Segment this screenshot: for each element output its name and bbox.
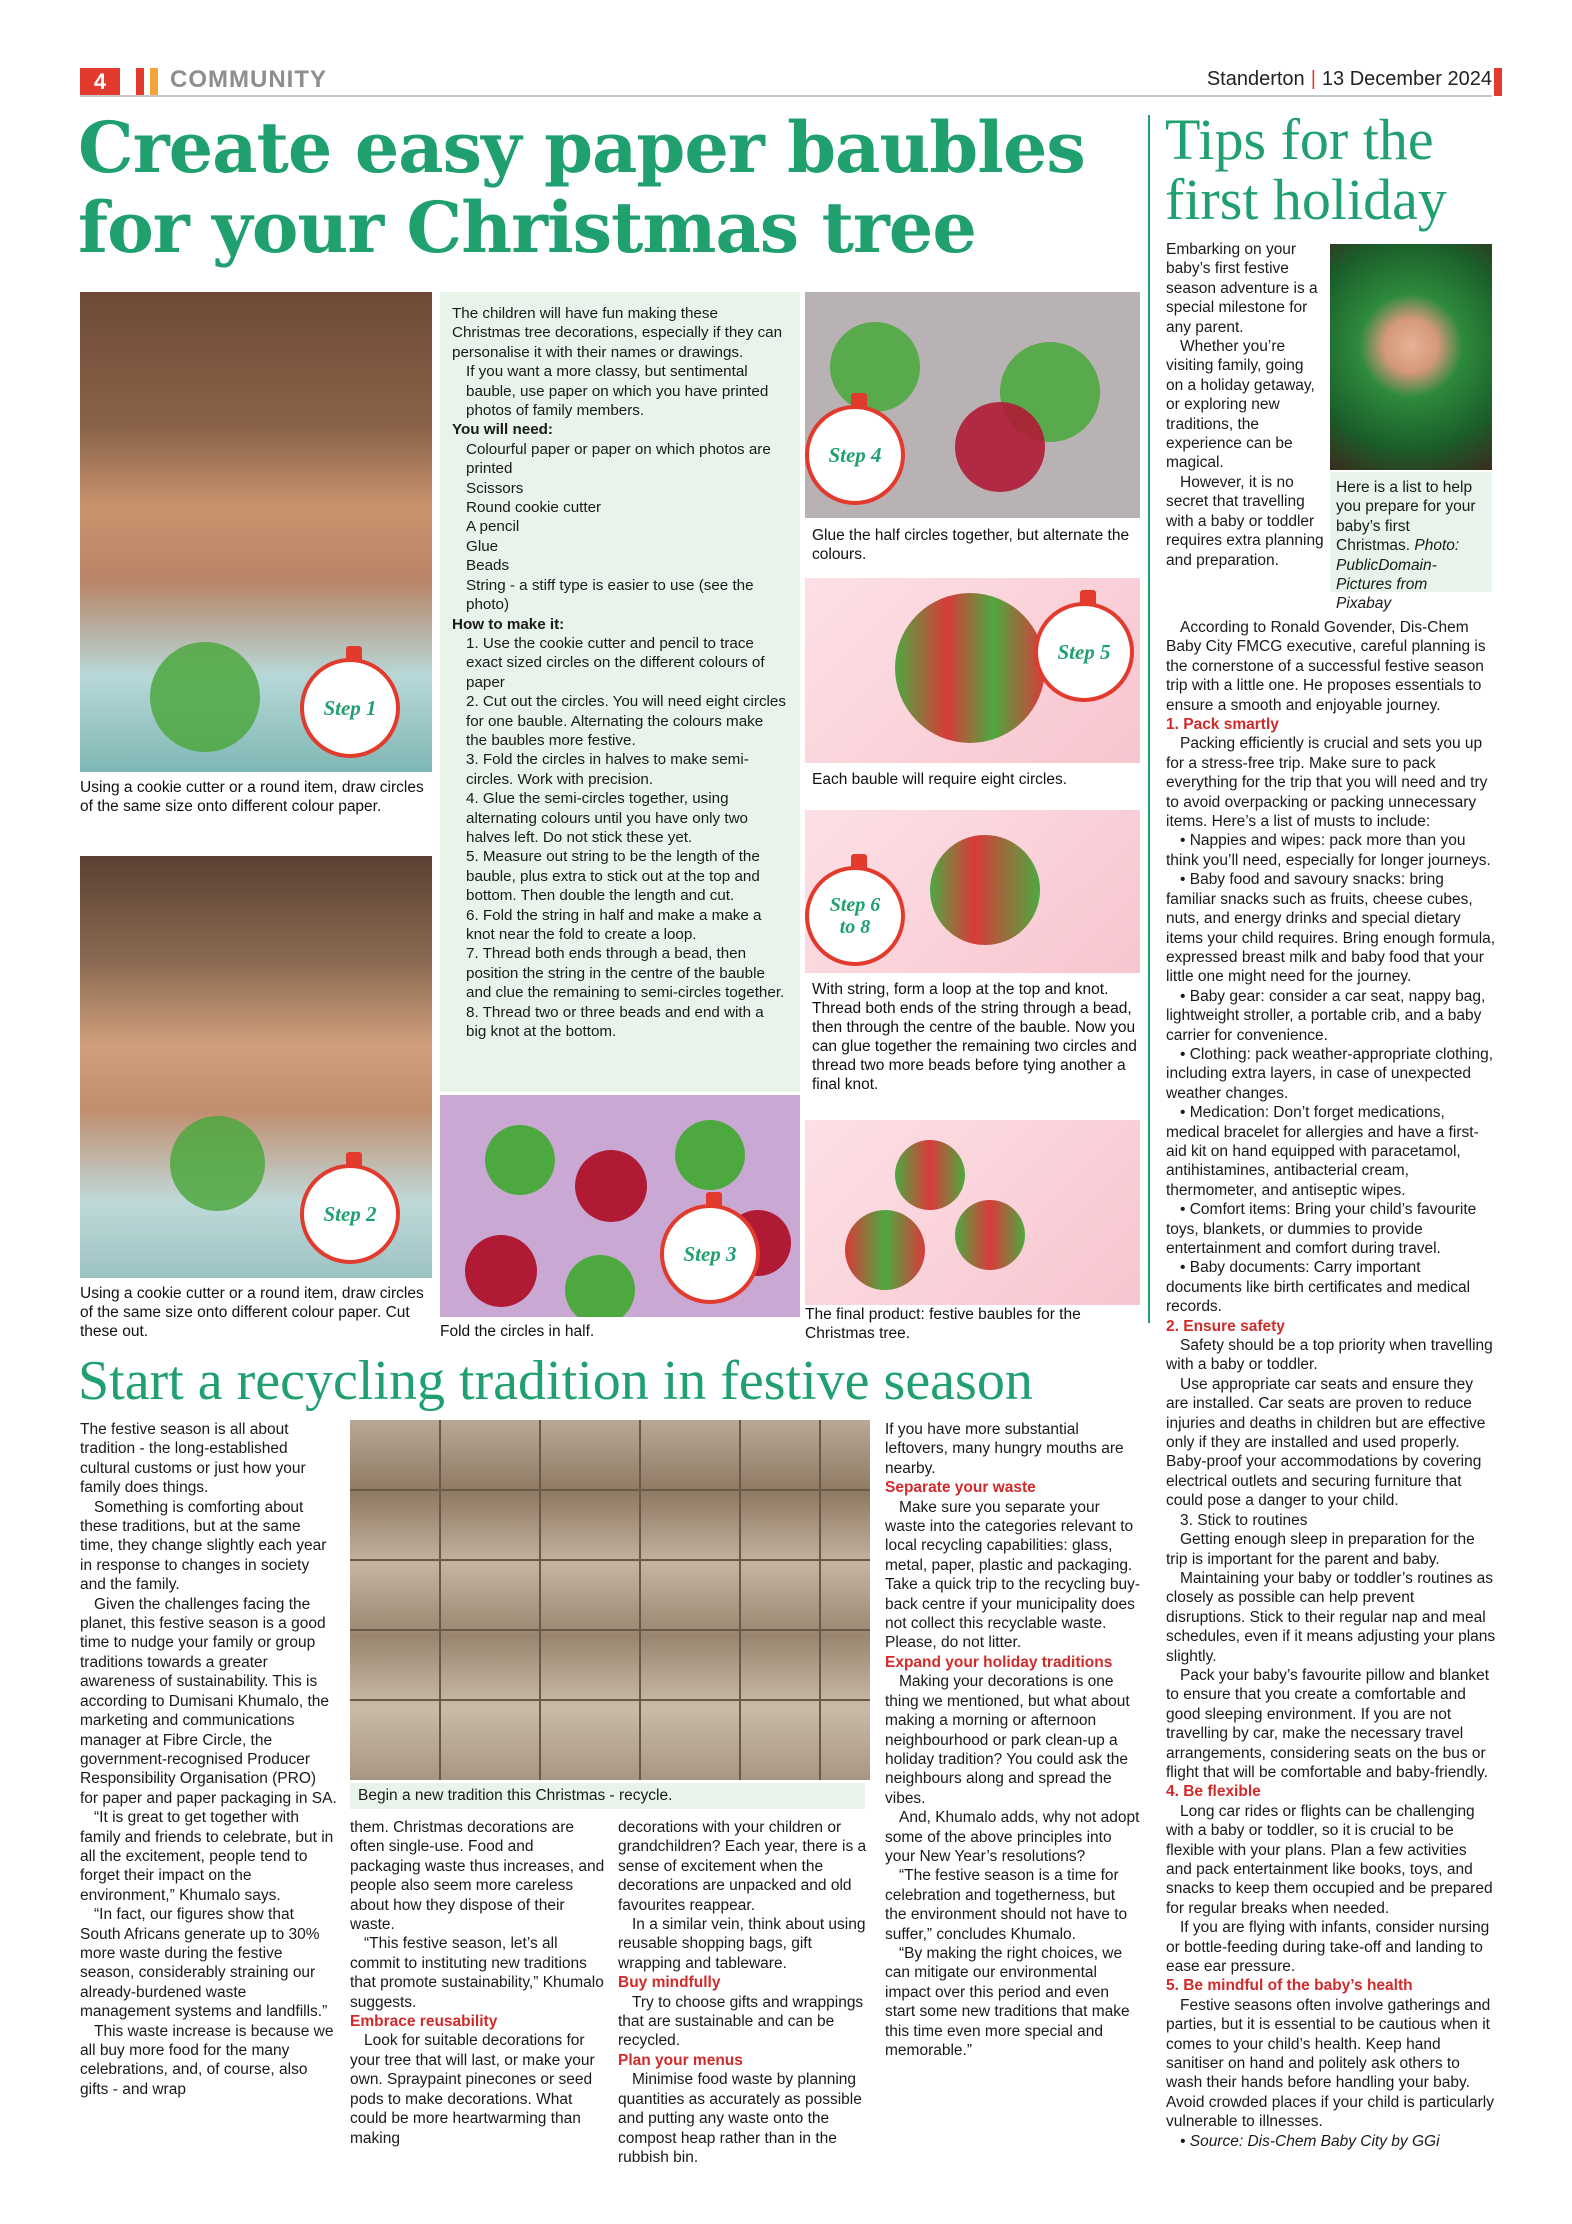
recycling-photo-caption: Begin a new tradition this Christmas - recycle. <box>350 1783 865 1809</box>
article-paragraph: Given the challenges facing the planet, this festive season is a good time to nudge your family or group traditions towards a greater awareness of sustainability. This is according to Dumisani Khumalo, the marketing and communications manager at Fibre Circle, the government-recognised Producer Responsibility Organisation (PRO) for paper and paper packaging in SA. <box>80 1595 337 1807</box>
tips-paragraph: Festive seasons often involve gatherings and parties, but it is essential to be cautious when it comes to your child’s health. Keep hand sanitiser on hand and politely ask others to wash their hands before handling your baby. Avoid crowded places if your child is particularly vulnerable to illnesses. <box>1166 1996 1494 2131</box>
how-step: 3. Fold the circles in halves to make semi-circles. Work with precision. <box>466 751 749 788</box>
tips-paragraph: Packing efficiently is crucial and sets you up for a stress-free trip. Make sure to pack everything for the trip that you will need and try to avoid overpacking or packing unnecessary items. Here’s a list of musts to include: <box>1166 735 1488 831</box>
need-heading: You will need: <box>452 421 553 439</box>
tips-paragraph: However, it is no secret that travelling with a baby or toddler requires extra planning and preparation. <box>1166 473 1324 569</box>
how-step: 2. Cut out the circles. You will need eight circles for one bauble. Alternating the colours make the baubles more festive. <box>466 693 786 749</box>
need-item: A pencil <box>466 518 520 536</box>
tips-subheading: 1. Pack smartly <box>1166 716 1279 734</box>
article-paragraph: Try to choose gifts and wrappings that are sustainable and can be recycled. <box>618 1993 864 2050</box>
instructions-intro: The children will have fun making these Christmas tree decorations, especially if they can personalise it with their names or drawings. <box>452 305 783 361</box>
need-item: String - a stiff type is easier to use (see the photo) <box>466 576 754 614</box>
how-step: 5. Measure out string to be the length of the bauble, plus extra to stick out at the top and bottom. Then double the length and cut. <box>466 848 760 905</box>
recycle-headline: Start a recycling tradition in festive season <box>78 1350 1033 1412</box>
need-item: Scissors <box>466 479 524 497</box>
article-paragraph: Look for suitable decorations for your tree that will last, or make your own. Spraypaint pinecones or seed pods to make decorations. What could be more heartwarming than making <box>350 2032 595 2147</box>
tips-paragraph: Getting enough sleep in preparation for the trip is important for the parent and baby. <box>1166 1531 1475 1568</box>
how-step: 6. Fold the string in half and make a make a knot near the fold to create a loop. <box>466 906 762 943</box>
step5-caption: Each bauble will require eight circles. <box>812 771 1068 788</box>
tips-subheading: 5. Be mindful of the baby’s health <box>1166 1977 1413 1995</box>
article-paragraph: Making your decorations is one thing we mentioned, but what about making a morning or afternoon neighbourhood or park clean-up a holiday tradition? You could ask the neighbours along and spread the vibes. <box>885 1673 1130 1807</box>
need-item: Glue <box>466 537 499 555</box>
how-step: 8. Thread two or three beads and end with a big knot at the bottom. <box>466 1003 764 1041</box>
article-subheading: Embrace reusability <box>350 2013 498 2031</box>
main-headline: Create easy paper baubles for your Christmas tree <box>78 106 1085 269</box>
tips-subheading: 2. Ensure safety <box>1166 1317 1285 1335</box>
tips-intro <box>1166 240 1324 570</box>
issue-date: 13 December 2024 <box>1321 68 1492 90</box>
step3-badge: Step 3 <box>660 1204 760 1304</box>
tips-paragraph: Use appropriate car seats and ensure they are installed. Car seats are proven to reduce injuries and deaths in children but are effective only if they are installed and used properly. Baby-proof your accommodations by covering electrical outlets and securing furniture that could pose a danger to your child. <box>1166 1375 1486 1510</box>
article-paragraph: “This festive season, let’s all commit to instituting new traditions that promote sustainability,” Khumalo suggests. <box>350 1935 604 2011</box>
bales-pattern <box>350 1420 870 1780</box>
tips-paragraph: If you are flying with infants, consider nursing or bottle-feeding during take-off and landing to ease ear pressure. <box>1166 1919 1490 1976</box>
header-red-marker <box>1494 68 1502 96</box>
tips-subheading: 3. Stick to routines <box>1180 1511 1308 1529</box>
bauble <box>955 1200 1025 1270</box>
dateline <box>1207 68 1492 91</box>
tips-bullet: • Nappies and wipes: pack more than you think you’ll need, especially for longer journeys. <box>1166 832 1491 869</box>
need-item: Colourful paper or paper on which photos are printed <box>466 440 771 478</box>
tips-paragraph: Pack your baby’s favourite pillow and blanket to ensure that you create a comfortable and good sleeping environment. If you are not travelling by car, make the necessary travel arrangements, considering seats on the bus or flight that will be comfortable and baby-friendly. <box>1166 1666 1490 1781</box>
tips-paragraph: Maintaining your baby or toddler’s routines as closely as possible can help prevent disruptions. Stick to their regular nap and meal schedules, even if it means adjusting your plans slightly. <box>1166 1569 1496 1665</box>
tips-bullet: • Baby food and savoury snacks: bring familiar snacks such as fruits, cheese cubes, nuts, and energy drinks and special dietary items your child requires. Bring enough formula, expressed breast milk and baby food that your little one might need for the journey. <box>1166 871 1496 986</box>
how-step: 4. Glue the semi-circles together, using alternating colours until you have only two halves left. Do not stick these yet. <box>466 790 748 846</box>
how-heading: How to make it: <box>452 615 565 633</box>
article-paragraph: “In fact, our figures show that South Africans generate up to 30% more waste during the festive season, considerably straining our already-burdened waste management systems and landfills.” <box>80 1906 328 2021</box>
recycle-col1 <box>80 1420 338 2099</box>
tips-paragraph: According to Ronald Govender, Dis-Chem Baby City FMCG executive, careful planning is the cornerstone of a successful festive season trip with a little one. He proposes essentials to ensure a smooth and enjoyable journey. <box>1166 619 1486 714</box>
step1-badge: Step 1 <box>300 658 400 758</box>
baby-photo-caption <box>1330 472 1492 613</box>
article-subheading: Buy mindfully <box>618 1974 721 1992</box>
header-rule <box>80 95 1492 97</box>
paper-circle <box>465 1235 537 1307</box>
article-paragraph: This waste increase is because we all buy more food for the many celebrations, and, of course, also gifts - and wrap <box>80 2022 334 2098</box>
instructions-box <box>440 292 800 1092</box>
article-paragraph: decorations with your children or grandchildren? Each year, there is a sense of excitement when the decorations are unpacked and old favourites reappear. <box>618 1819 867 1914</box>
tips-source: • Source: Dis-Chem Baby City by GGi <box>1180 2132 1440 2150</box>
paper-circle <box>830 322 920 412</box>
section-label: COMMUNITY <box>170 66 327 93</box>
paper-circle <box>170 1116 265 1211</box>
tips-bullet: • Clothing: pack weather-appropriate clothing, including extra layers, in case of unexpected weather changes. <box>1166 1045 1494 1102</box>
paper-circle <box>565 1255 635 1317</box>
tips-subheading: 4. Be flexible <box>1166 1783 1261 1801</box>
article-paragraph: “It is great to get together with family and friends to celebrate, but in all the excitement, people tend to forget their impact on the environment,” Khumalo says. <box>80 1809 334 1904</box>
tips-paragraph: Safety should be a top priority when travelling with a baby or toddler. <box>1166 1337 1493 1374</box>
paper-name: Standerton <box>1206 68 1305 90</box>
article-subheading: Expand your holiday traditions <box>885 1653 1113 1671</box>
paper-circle <box>485 1125 555 1195</box>
tips-bullet: • Baby documents: Carry important documents like birth certificates and medical records. <box>1166 1259 1471 1316</box>
final-photo <box>805 1120 1140 1305</box>
article-paragraph: “The festive season is a time for celebration and togetherness, but the environment should not have to suffer,” concludes Khumalo. <box>885 1867 1128 1943</box>
step3-caption: Fold the circles in half. <box>440 1323 595 1340</box>
header-color-bar <box>136 68 144 96</box>
bauble <box>930 835 1040 945</box>
how-step: 7. Thread both ends through a bead, then position the string in the centre of the bauble and clue the remaining to semi-circles together. <box>466 945 785 1002</box>
recycle-col4 <box>885 1420 1140 2060</box>
article-paragraph: them. Christmas decorations are often single-use. Food and packaging waste thus increases, and people also seem more careless about how they dispose of their waste. <box>350 1819 605 1934</box>
tips-bullet: • Baby gear: consider a car seat, nappy bag, lightweight stroller, a portable crib, and a baby carrier for convenience. <box>1166 987 1486 1044</box>
step4-badge: Step 4 <box>805 405 905 505</box>
step4-caption: Glue the half circles together, but alternate the colours. <box>812 527 1130 563</box>
need-item: Round cookie cutter <box>466 499 602 517</box>
article-paragraph: Minimise food waste by planning quantities as accurately as possible and putting any waste onto the compost heap rather than in the rubbish bin. <box>618 2071 862 2166</box>
article-subheading: Separate your waste <box>885 1479 1036 1497</box>
step2-caption: Using a cookie cutter or a round item, draw circles of the same size onto different colour paper. Cut these out. <box>80 1285 424 1340</box>
step2-badge: Step 2 <box>300 1164 400 1264</box>
recycle-col3 <box>618 1818 873 2167</box>
step6-badge: Step 6 to 8 <box>805 866 905 966</box>
article-paragraph: Something is comforting about these traditions, but at the same time, they change slightly each year in response to changes in society and the family. <box>80 1498 327 1594</box>
step1-caption: Using a cookie cutter or a round item, draw circles of the same size onto different colour paper. <box>80 779 424 815</box>
step5-badge: Step 5 <box>1034 602 1134 702</box>
paper-circle <box>955 402 1045 492</box>
bauble <box>845 1210 925 1290</box>
article-paragraph: The festive season is all about tradition - the long-established cultural customs or just how your family does things. <box>80 1421 306 1497</box>
paper-circle <box>675 1120 745 1190</box>
tips-body <box>1166 618 1496 2151</box>
article-subheading: Plan your menus <box>618 2051 743 2069</box>
tips-paragraph: Long car rides or flights can be challenging with a baby or toddler, so it is crucial to be flexible with your plans. Plan a few activities and pack entertainment like books, toys, and snacks to keep them occupied and be prepared for regular breaks when needed. <box>1166 1802 1493 1917</box>
header-color-bar <box>150 68 158 96</box>
page-number: 4 <box>80 68 120 96</box>
step6-caption: With string, form a loop at the top and knot. Thread both ends of the string through a bead, then through the centre of the bauble. Now you can glue together the remaining two circles and thread two more beads before tying another a final knot. <box>812 981 1137 1093</box>
recycle-col2 <box>350 1818 605 2148</box>
tips-paragraph: Embarking on your baby’s first festive season adventure is a special milestone for any parent. <box>1166 241 1318 336</box>
column-divider <box>1148 115 1150 1323</box>
instructions-intro: If you want a more classy, but sentimental bauble, use paper on which you have printed photos of family members. <box>466 363 769 420</box>
bauble <box>895 593 1045 743</box>
dateline-separator: | <box>1310 68 1316 90</box>
how-step: 1. Use the cookie cutter and pencil to trace exact sized circles on the different colours of paper <box>466 634 765 691</box>
article-paragraph: Make sure you separate your waste into the categories relevant to local recycling capabilities: glass, metal, paper, plastic and packaging. Take a quick trip to the recycling buy-back centre if your municipality does not collect this recyclable waste. Please, do not litter. <box>885 1498 1141 1652</box>
article-paragraph: And, Khumalo adds, why not adopt some of the above principles into your New Year’s resolutions? <box>885 1809 1140 1865</box>
paper-circle <box>575 1150 647 1222</box>
tips-headline: Tips for the first holiday <box>1165 107 1447 232</box>
article-paragraph: In a similar vein, think about using reusable shopping bags, gift wrapping and tableware. <box>618 1916 866 1972</box>
bauble <box>895 1140 965 1210</box>
baby-photo <box>1330 244 1492 470</box>
tips-bullet: • Medication: Don’t forget medications, medical bracelet for allergies and have a first-aid kit on hand equipped with paracetamol, antihistamines, antibacterial cream, thermometer, and antiseptic wipes. <box>1166 1104 1479 1199</box>
tips-paragraph: Whether you’re visiting family, going on a holiday getaway, or exploring new traditions, the experience can be magical. <box>1166 338 1315 472</box>
need-item: Beads <box>466 557 510 575</box>
final-caption: The final product: festive baubles for the Christmas tree. <box>805 1306 1081 1342</box>
photo-credit: Photo: PublicDomain-Pictures from Pixabay <box>1336 537 1460 613</box>
photo-caption-text: Here is a list to help you prepare for your baby’s first Christmas. <box>1336 479 1476 555</box>
recycling-bales-photo <box>350 1420 870 1780</box>
article-paragraph: “By making the right choices, we can mitigate our environmental impact over this period and even start some new traditions that make this time even more special and memorable.” <box>885 1944 1130 2059</box>
paper-circle <box>150 642 260 752</box>
article-paragraph: If you have more substantial leftovers, many hungry mouths are nearby. <box>885 1421 1124 1477</box>
tips-bullet: • Comfort items: Bring your child’s favourite toys, blankets, or dummies to provide entertainment and comfort during travel. <box>1166 1201 1477 1257</box>
